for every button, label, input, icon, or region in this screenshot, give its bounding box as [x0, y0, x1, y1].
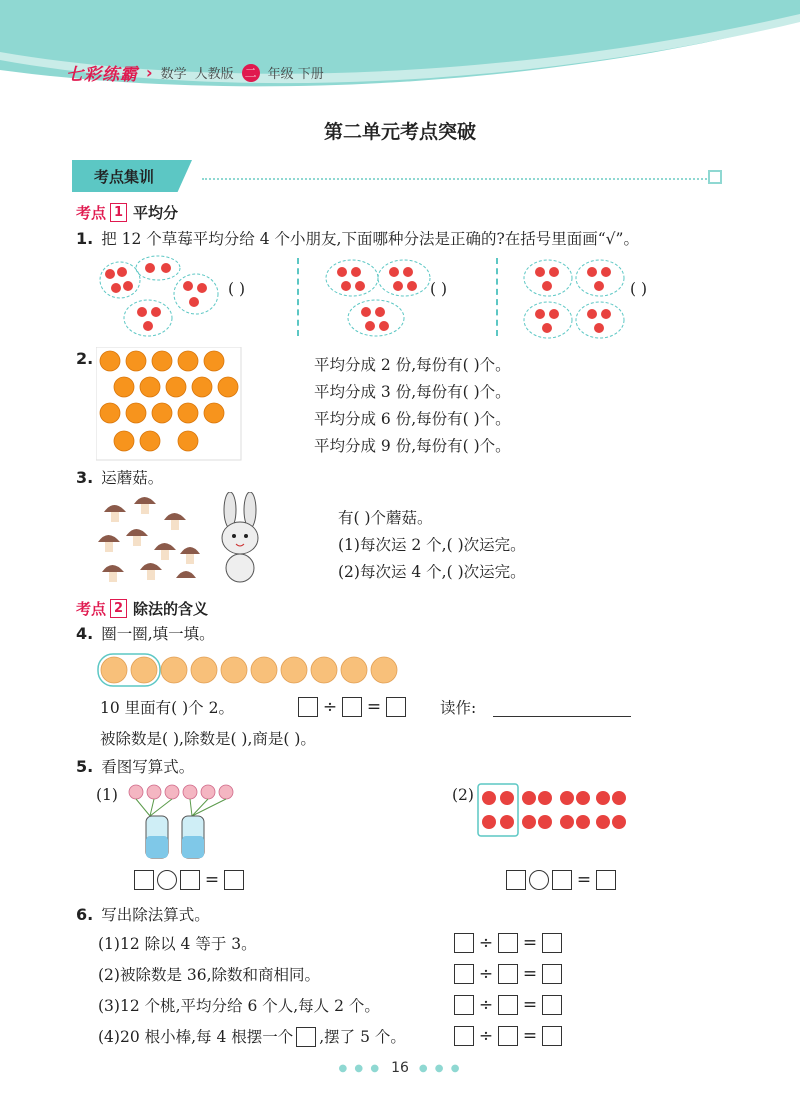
q4-line2: 被除数是( ),除数是( ),商是( )。	[100, 730, 316, 748]
answer-box[interactable]	[542, 933, 562, 953]
q6-item-4-text-b: ,摆了 5 个。	[319, 1028, 406, 1046]
q6-item-2: (2)被除数是 36,除数和商相同。	[98, 966, 321, 984]
topic2-label: 考点	[76, 600, 107, 618]
q4-read-label: 读作:	[440, 699, 477, 717]
q6-equation-3	[454, 995, 562, 1015]
answer-box[interactable]	[454, 1026, 474, 1046]
q3-line-1: 有( )个蘑菇。	[338, 509, 433, 527]
q5-part1-label: (1)	[96, 786, 118, 804]
q4-line1: 10 里面有( )个 2。	[100, 699, 234, 717]
footer	[0, 1060, 800, 1076]
strawberry-icon	[482, 791, 626, 829]
grade-badge: 二	[242, 64, 260, 82]
equals-sign: =	[522, 933, 538, 953]
brand-logo: 七彩练霸	[66, 65, 138, 85]
q1-a-group	[100, 256, 218, 336]
q2-oranges-figure	[96, 347, 242, 461]
q6-item-4	[98, 1027, 406, 1047]
equals-sign: =	[522, 1026, 538, 1046]
q4-read-answer-line[interactable]	[493, 716, 631, 717]
topic1-title: 平均分	[133, 204, 179, 222]
chevron-right-icon: ›	[146, 63, 153, 82]
section-banner-label: 考点集训	[94, 168, 155, 186]
q1-option-b-paren[interactable]: ( )	[430, 280, 448, 298]
answer-box[interactable]	[498, 964, 518, 984]
answer-box[interactable]	[454, 964, 474, 984]
q6-title: 写出除法算式。	[101, 906, 210, 924]
q5-part2-equation	[506, 870, 616, 890]
answer-box[interactable]	[542, 964, 562, 984]
q5-strawberries-figure	[476, 782, 632, 838]
q2-line-1: 平均分成 2 份,每份有( )个。	[314, 356, 511, 374]
header-bar	[66, 60, 324, 85]
divide-sign: ÷	[478, 995, 494, 1015]
q2-line-4: 平均分成 9 份,每份有( )个。	[314, 437, 511, 455]
topic2-number: 2	[110, 599, 127, 618]
page-number: 16	[391, 1060, 409, 1076]
q6-equation-2	[454, 964, 562, 984]
vase-icon	[146, 816, 204, 858]
section-banner-rule	[202, 178, 710, 180]
q1-number: 1.	[76, 229, 94, 248]
q1-divider-2	[496, 258, 498, 336]
footer-dots-left-icon: ● ● ●	[338, 1062, 382, 1074]
q6-item-1: (1)12 除以 4 等于 3。	[98, 935, 257, 953]
q6-number: 6.	[76, 905, 94, 924]
topic2-heading	[76, 598, 208, 619]
answer-box[interactable]	[454, 933, 474, 953]
q3-line-3: (2)每次运 4 个,( )次运完。	[338, 563, 526, 581]
q4-title: 圈一圈,填一填。	[101, 625, 215, 643]
operator-circle[interactable]	[529, 870, 549, 890]
q5-part1-equation	[134, 870, 244, 890]
q2-number: 2.	[76, 349, 94, 368]
answer-box[interactable]	[454, 995, 474, 1015]
divide-sign: ÷	[478, 933, 494, 953]
section-banner-end-square	[708, 170, 722, 184]
q5-title-row	[76, 757, 194, 777]
page-title: 第二单元考点突破	[323, 121, 476, 143]
operator-circle[interactable]	[157, 870, 177, 890]
q3-lines	[338, 505, 526, 586]
q1-text: 把 12 个草莓平均分给 4 个小朋友,下面哪种分法是正确的?在括号里面画“√”。	[101, 230, 639, 248]
divide-sign: ÷	[478, 964, 494, 984]
q5-title: 看图写算式。	[101, 758, 195, 776]
q6-item-4-text-a: (4)20 根小棒,每 4 根摆一个	[98, 1028, 294, 1046]
flower-icon	[129, 785, 233, 799]
equals-sign: =	[522, 964, 538, 984]
q6-item-3: (3)12 个桃,平均分给 6 个人,每人 2 个。	[98, 997, 380, 1015]
q3-number: 3.	[76, 468, 94, 487]
answer-box[interactable]	[552, 870, 572, 890]
q1-option-b-figure	[322, 256, 432, 340]
equals-sign: =	[576, 870, 592, 890]
answer-box[interactable]	[498, 933, 518, 953]
q1-option-c-paren[interactable]: ( )	[630, 280, 648, 298]
topic1-number: 1	[110, 203, 127, 222]
q6-equation-1	[454, 933, 562, 953]
q3-line-2: (1)每次运 2 个,( )次运完。	[338, 536, 526, 554]
answer-box[interactable]	[386, 697, 406, 717]
answer-box[interactable]	[296, 1027, 316, 1047]
rabbit-icon	[212, 492, 268, 584]
answer-box[interactable]	[542, 1026, 562, 1046]
q6-title-row	[76, 905, 210, 925]
q1-text-row	[76, 229, 639, 249]
q3-mushrooms-figure	[96, 492, 204, 588]
q4-title-row	[76, 624, 215, 644]
answer-box[interactable]	[596, 870, 616, 890]
q3-title-row	[76, 468, 163, 488]
footer-dots-right-icon: ● ● ●	[418, 1062, 462, 1074]
answer-box[interactable]	[298, 697, 318, 717]
q1-divider-1	[297, 258, 299, 336]
topic1-heading	[76, 202, 178, 223]
q1-option-c-figure	[522, 256, 626, 342]
answer-box[interactable]	[224, 870, 244, 890]
equals-sign: =	[204, 870, 220, 890]
header-grade: 年级 下册	[267, 67, 324, 82]
answer-box[interactable]	[506, 870, 526, 890]
q5-number: 5.	[76, 757, 94, 776]
answer-box[interactable]	[498, 1026, 518, 1046]
q2-line-2: 平均分成 3 份,每份有( )个。	[314, 383, 511, 401]
q5-part2-label: (2)	[452, 786, 474, 804]
q1-option-a-figure	[96, 254, 226, 340]
q2-line-3: 平均分成 6 份,每份有( )个。	[314, 410, 511, 428]
answer-box[interactable]	[180, 870, 200, 890]
answer-box[interactable]	[542, 995, 562, 1015]
section-banner	[72, 160, 724, 192]
q4-number: 4.	[76, 624, 94, 643]
header-subject: 数学	[160, 67, 187, 82]
q1-option-a-paren[interactable]: ( )	[228, 280, 246, 298]
q4-circles-figure	[96, 652, 400, 688]
q4-equation	[298, 697, 406, 717]
equals-sign: =	[522, 995, 538, 1015]
topic1-label: 考点	[76, 204, 107, 222]
q5-flowers-vases-figure	[126, 780, 236, 862]
q6-equation-4	[454, 1026, 562, 1046]
equals-sign: =	[366, 697, 382, 717]
header-edition: 人教版	[194, 67, 234, 82]
answer-box[interactable]	[498, 995, 518, 1015]
divide-sign: ÷	[322, 697, 338, 717]
topic2-title: 除法的含义	[133, 600, 209, 618]
mushroom-icon	[98, 497, 200, 582]
answer-box[interactable]	[134, 870, 154, 890]
q3-title: 运蘑菇。	[101, 469, 164, 487]
q2-lines	[314, 352, 511, 460]
answer-box[interactable]	[342, 697, 362, 717]
divide-sign: ÷	[478, 1026, 494, 1046]
